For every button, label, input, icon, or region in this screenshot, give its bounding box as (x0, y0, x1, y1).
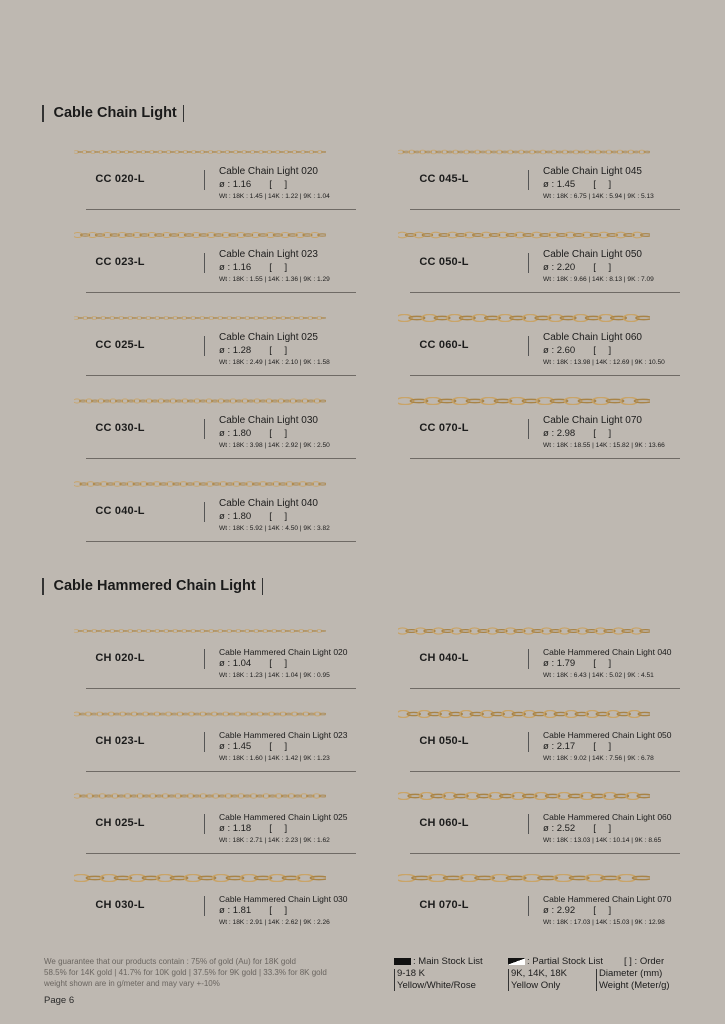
product-code: CC 023-L (95, 256, 145, 268)
product-name: Cable Hammered Chain Light 060 (543, 812, 672, 822)
product-weight: Wt : 18K : 6.75 | 14K : 5.94 | 9K : 5.13 (543, 193, 654, 200)
product-weight: Wt : 18K : 17.03 | 14K : 15.03 | 9K : 12.98 (543, 919, 665, 926)
order-bracket[interactable]: [ ] (593, 905, 617, 916)
chain-image (74, 874, 326, 882)
order-bracket[interactable]: [ ] (269, 511, 293, 522)
product-diameter: ø : 1.45 [ ] (219, 741, 293, 752)
product-weight: Wt : 18K : 6.43 | 14K : 5.02 | 9K : 4.51 (543, 672, 654, 679)
product-weight: Wt : 18K : 9.66 | 14K : 8.13 | 9K : 7.09 (543, 276, 654, 283)
product-diameter: ø : 1.04 [ ] (219, 658, 293, 669)
product-card (44, 148, 356, 218)
chain-link (638, 712, 650, 715)
order-bracket[interactable]: [ ] (269, 428, 293, 439)
chain-link (310, 876, 326, 879)
product-code: CC 025-L (95, 339, 145, 351)
chain-link (321, 317, 326, 318)
product-code: CH 030-L (95, 899, 145, 911)
order-bracket[interactable]: [ ] (593, 179, 617, 190)
product-card (44, 397, 356, 467)
product-code: CH 070-L (419, 899, 469, 911)
chain-link (398, 397, 414, 404)
chain-link (459, 874, 479, 881)
chain-link (398, 628, 408, 634)
product-name: Cable Hammered Chain Light 020 (219, 647, 348, 657)
product-name: Cable Chain Light 070 (543, 415, 642, 426)
product-code: CC 050-L (419, 256, 469, 268)
product-name: Cable Hammered Chain Light 025 (219, 812, 348, 822)
product-card (368, 874, 680, 944)
chain-link (640, 630, 650, 633)
chain-link (398, 874, 416, 881)
chain-image (398, 231, 650, 239)
product-name: Cable Chain Light 020 (219, 166, 318, 177)
chain-link (398, 792, 411, 799)
product-name: Cable Chain Light 040 (219, 498, 318, 509)
chain-image (398, 792, 650, 800)
chain-link (536, 397, 553, 404)
order-bracket[interactable]: [ ] (269, 179, 293, 190)
chain-image (398, 397, 650, 405)
product-weight: Wt : 18K : 1.23 | 14K : 1.04 | 9K : 0.95 (219, 672, 330, 679)
product-diameter: ø : 1.18 [ ] (219, 823, 293, 834)
partial-stock-swatch-icon (508, 958, 525, 965)
product-weight: Wt : 18K : 2.49 | 14K : 2.10 | 9K : 1.58 (219, 359, 330, 366)
main-stock-swatch-icon (394, 958, 411, 965)
chain-image (74, 231, 326, 239)
chain-image (398, 627, 650, 635)
order-bracket[interactable]: [ ] (593, 658, 617, 669)
chain-image (398, 874, 650, 882)
product-weight: Wt : 18K : 1.55 | 14K : 1.36 | 9K : 1.29 (219, 276, 330, 283)
chain-image (74, 627, 326, 635)
chain-link (585, 874, 605, 881)
chain-link (620, 397, 637, 404)
product-card (44, 792, 356, 862)
product-code: CC 045-L (419, 173, 469, 185)
chain-image (74, 148, 326, 156)
product-weight: Wt : 18K : 3.98 | 14K : 2.92 | 9K : 2.50 (219, 442, 330, 449)
product-code: CH 020-L (95, 652, 145, 664)
product-card (44, 314, 356, 384)
product-card (368, 314, 680, 384)
product-card (368, 148, 680, 218)
order-bracket[interactable]: [ ] (593, 823, 617, 834)
product-diameter: ø : 1.80 [ ] (219, 511, 293, 522)
section-title-cable-chain-light: Cable Chain Light (42, 103, 184, 123)
chain-link (268, 874, 285, 881)
product-code: CH 060-L (419, 817, 469, 829)
order-bracket[interactable]: [ ] (269, 741, 293, 752)
product-card (44, 627, 356, 697)
chain-link (74, 874, 90, 881)
chain-link (74, 482, 81, 487)
product-weight: Wt : 18K : 1.60 | 14K : 1.42 | 9K : 1.23 (219, 755, 330, 762)
section-title-cable-hammered-chain-light: Cable Hammered Chain Light (42, 576, 263, 596)
chain-link (240, 874, 257, 881)
chain-link (632, 876, 650, 879)
chain-link (318, 234, 326, 236)
product-diameter: ø : 1.16 [ ] (219, 262, 293, 273)
chain-link (212, 874, 229, 881)
chain-image (398, 148, 650, 156)
product-weight: Wt : 18K : 13.98 | 14K : 12.69 | 9K : 10.50 (543, 359, 665, 366)
product-weight: Wt : 18K : 13.03 | 14K : 10.14 | 9K : 8.65 (543, 837, 662, 844)
chain-link (592, 397, 609, 404)
product-name: Cable Chain Light 030 (219, 415, 318, 426)
product-diameter: ø : 2.52 [ ] (543, 823, 617, 834)
order-bracket[interactable]: [ ] (269, 262, 293, 273)
chain-link (637, 794, 650, 797)
chain-link (321, 630, 326, 631)
product-card (44, 231, 356, 301)
product-diameter: ø : 1.81 [ ] (219, 905, 293, 916)
product-weight: Wt : 18K : 5.92 | 14K : 4.50 | 9K : 3.82 (219, 525, 330, 532)
chain-link (156, 874, 173, 881)
product-weight: Wt : 18K : 2.91 | 14K : 2.62 | 9K : 2.26 (219, 919, 330, 926)
product-card (44, 874, 356, 944)
product-code: CH 040-L (419, 652, 469, 664)
chain-link (634, 399, 650, 402)
product-diameter: ø : 1.80 [ ] (219, 428, 293, 439)
chain-image (398, 314, 650, 322)
product-diameter: ø : 2.20 [ ] (543, 262, 617, 273)
product-name: Cable Chain Light 050 (543, 249, 642, 260)
product-name: Cable Hammered Chain Light 070 (543, 894, 672, 904)
product-name: Cable Chain Light 023 (219, 249, 318, 260)
product-code: CH 025-L (95, 817, 145, 829)
chain-link (641, 234, 650, 237)
product-code: CH 050-L (419, 735, 469, 747)
order-bracket[interactable]: [ ] (269, 823, 293, 834)
product-card (44, 710, 356, 780)
chain-link (522, 874, 542, 881)
product-card (368, 710, 680, 780)
order-bracket[interactable]: [ ] (593, 345, 617, 356)
chain-link (554, 874, 574, 881)
chain-link (428, 874, 448, 881)
chain-image (74, 397, 326, 405)
product-diameter: ø : 1.79 [ ] (543, 658, 617, 669)
product-card (44, 480, 356, 550)
chain-link (636, 316, 650, 319)
chain-link (480, 397, 497, 404)
legend-partial-stock: : Partial Stock List 9K, 14K, 18K Yellow Only (508, 956, 608, 992)
product-name: Cable Hammered Chain Light 023 (219, 730, 348, 740)
chain-image (398, 710, 650, 718)
product-diameter: ø : 1.45 [ ] (543, 179, 617, 190)
product-weight: Wt : 18K : 18.55 | 14K : 15.82 | 9K : 13.66 (543, 442, 665, 449)
product-weight: Wt : 18K : 9.02 | 14K : 7.56 | 9K : 6.78 (543, 755, 654, 762)
chain-link (74, 399, 81, 403)
chain-link (74, 316, 79, 319)
chain-link (424, 397, 441, 404)
product-code: CC 030-L (95, 422, 145, 434)
product-name: Cable Chain Light 060 (543, 332, 642, 343)
chain-link (398, 232, 407, 238)
order-bracket[interactable]: [ ] (593, 428, 617, 439)
order-bracket[interactable]: [ ] (269, 905, 293, 916)
chain-link (74, 712, 80, 716)
product-code: CC 020-L (95, 173, 145, 185)
legend-order: [ ] : Order Diameter (mm) Weight (Meter/g) (596, 956, 696, 992)
product-code: CC 040-L (95, 505, 145, 517)
product-diameter: ø : 2.92 [ ] (543, 905, 617, 916)
chain-image (74, 314, 326, 322)
chain-link (74, 794, 81, 798)
chain-link (398, 314, 412, 321)
product-card (368, 397, 680, 467)
product-card (368, 231, 680, 301)
chain-link (320, 713, 326, 715)
page-number: Page 6 (44, 995, 75, 1006)
chain-link (491, 874, 511, 881)
chain-link (319, 483, 326, 485)
order-bracket[interactable]: [ ] (593, 741, 617, 752)
product-name: Cable Hammered Chain Light 050 (543, 730, 672, 740)
chain-image (74, 710, 326, 718)
product-card (368, 627, 680, 697)
chain-link (319, 795, 326, 797)
chain-link (184, 874, 201, 881)
legend-main-stock: : Main Stock List 9-18 K Yellow/White/Rose (394, 956, 504, 992)
product-name: Cable Chain Light 045 (543, 166, 642, 177)
chain-link (128, 874, 145, 881)
product-diameter: ø : 1.16 [ ] (219, 179, 293, 190)
chain-image (74, 480, 326, 488)
chain-link (508, 397, 525, 404)
chain-link (644, 151, 650, 153)
product-weight: Wt : 18K : 2.71 | 14K : 2.23 | 9K : 1.62 (219, 837, 330, 844)
product-name: Cable Chain Light 025 (219, 332, 318, 343)
gold-content-note: We guarantee that our products contain : 75% of gold (Au) for 18K gold 58.5% for 14K gold | 41.7% for 10K gold | 37.5% for 9K gold | 33.3% for 8K gold weight shown are in g/meter and may vary +-10% (44, 957, 327, 988)
product-diameter: ø : 1.28 [ ] (219, 345, 293, 356)
chain-link (296, 874, 313, 881)
chain-link (564, 397, 581, 404)
product-code: CC 070-L (419, 422, 469, 434)
chain-link (398, 710, 410, 717)
product-code: CH 023-L (95, 735, 145, 747)
product-diameter: ø : 2.17 [ ] (543, 741, 617, 752)
product-weight: Wt : 18K : 1.45 | 14K : 1.22 | 9K : 1.04 (219, 193, 330, 200)
product-diameter: ø : 2.60 [ ] (543, 345, 617, 356)
order-bracket[interactable]: [ ] (593, 262, 617, 273)
chain-link (74, 232, 82, 237)
chain-link (398, 150, 404, 154)
product-code: CC 060-L (419, 339, 469, 351)
product-diameter: ø : 2.98 [ ] (543, 428, 617, 439)
order-bracket[interactable]: [ ] (269, 658, 293, 669)
chain-link (100, 874, 117, 881)
chain-link (452, 397, 469, 404)
chain-link (74, 629, 79, 632)
chain-link (617, 874, 637, 881)
product-name: Cable Hammered Chain Light 040 (543, 647, 672, 657)
chain-image (74, 792, 326, 800)
order-bracket[interactable]: [ ] (269, 345, 293, 356)
chain-link (319, 400, 326, 402)
product-card (368, 792, 680, 862)
product-name: Cable Hammered Chain Light 030 (219, 894, 348, 904)
